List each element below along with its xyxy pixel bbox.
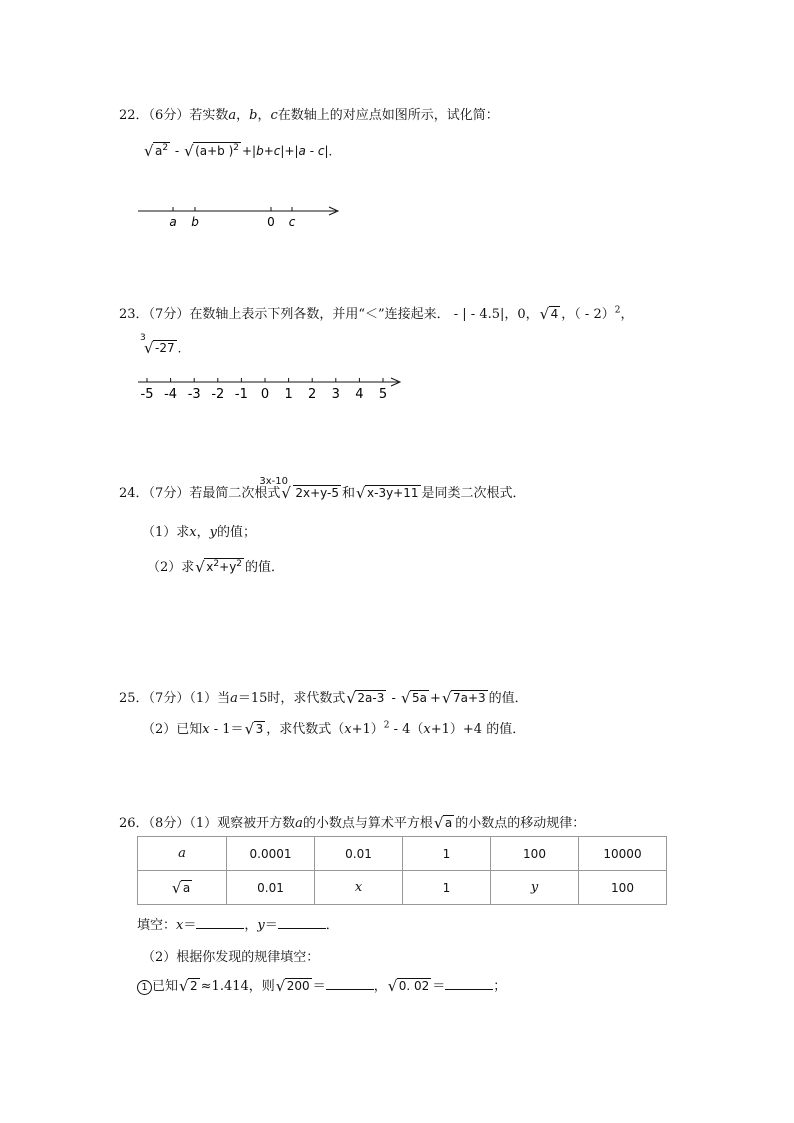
q24-part1 (142, 521, 256, 540)
sqrt-0-02: √ 0. 02 (387, 977, 430, 995)
q22-expression (143, 142, 341, 159)
part-text: - 4（ (389, 722, 424, 737)
q22-text: 若实数 (189, 108, 229, 123)
q22-sep: ， (236, 108, 250, 123)
q24-text: 是同类二次根式． (421, 486, 526, 501)
part-text: +1） (351, 722, 384, 737)
fill-text: 填空： (137, 918, 177, 933)
radicand: 4 (550, 307, 559, 321)
var-y: y (209, 525, 217, 540)
q22-sep: ， (257, 108, 271, 123)
sqrt-7a-3: √ 7a+3 (441, 689, 486, 707)
table-cell: 0.01 (315, 837, 403, 871)
period: ． (177, 341, 190, 355)
q26-part2 (142, 946, 319, 965)
part-text: ≈1.414，则 (200, 979, 275, 994)
sqrt-4: √ 4 (539, 305, 559, 323)
sqrt-2a-3: √ 2a-3 (346, 689, 385, 707)
var-x: x (189, 525, 197, 540)
axis-label-a: a (169, 215, 177, 229)
answer-blank-sqrt-200[interactable] (326, 978, 374, 990)
table-cell: 0.0001 (227, 837, 315, 871)
q23-number: 23． (119, 307, 149, 322)
q23-text: ，（ - 2） (561, 307, 615, 322)
fill-text: ＝ (183, 918, 197, 933)
part-text: （2）根据你发现的规律填空： (142, 950, 320, 965)
radicand: x (206, 560, 214, 574)
q22-number: 22． (119, 108, 149, 123)
sqrt-3: √ 3 (244, 720, 264, 738)
q25-score: （7分） (148, 691, 190, 706)
part-text: （2）已知 (142, 722, 203, 737)
part-text: ＝ (312, 979, 326, 994)
q26-text: 的小数点的移动规律： (455, 816, 586, 831)
q23-score: （7分） (148, 307, 190, 322)
answer-blank-y[interactable] (278, 917, 326, 929)
radicand: + (219, 560, 230, 574)
exponent: 2 (162, 143, 169, 153)
abs-text: +| (242, 144, 257, 158)
sqrt-2: √ 2 (179, 977, 198, 995)
q24-text: 若最简二次根式 (189, 486, 281, 501)
radicand: 0. 02 (398, 979, 430, 993)
root-2x-y-5: 3x-10 √ 2x+y-5 (259, 476, 339, 502)
radicand: 2a-3 (357, 691, 385, 705)
abs-text: |+| (280, 144, 299, 158)
exponent: 2 (213, 559, 220, 569)
tick-label: -4 (164, 387, 178, 402)
sqrt-200: √ 200 (275, 977, 310, 995)
minus-sign: - (387, 691, 401, 706)
var-y: y (257, 918, 265, 933)
tick-label: -2 (211, 387, 225, 402)
q26-text: （1）观察被开方数 (189, 816, 296, 831)
part-text: 已知 (152, 979, 179, 994)
var-x: x (423, 722, 431, 737)
var-c: c (273, 144, 281, 158)
q23-stem (119, 303, 633, 322)
q26-table (137, 836, 667, 905)
radicand: 2 (190, 979, 198, 993)
part-text: +1）+4 的值． (430, 722, 526, 737)
radicand: 200 (286, 979, 310, 993)
part-text: （1）当 (189, 691, 231, 706)
table-cell: 1 (403, 871, 491, 905)
tick-label: -1 (234, 387, 248, 402)
q26-text: 的小数点与算术平方根 (302, 816, 433, 831)
q26-sub1 (137, 975, 506, 995)
q24-number: 24． (119, 486, 149, 501)
part-text: ， (373, 979, 387, 994)
fill-text: ＝ (264, 918, 278, 933)
table-row (138, 837, 667, 871)
part-text: - 1＝ (209, 722, 244, 737)
radicand: (a+b ) (195, 144, 234, 158)
q22-number-line (130, 200, 350, 234)
q25-part1 (119, 687, 528, 706)
tick-label: 0 (260, 387, 270, 402)
radicand: a (155, 144, 163, 158)
table-row (138, 871, 667, 905)
tick-label: 5 (378, 387, 388, 402)
table-cell: 10000 (579, 837, 667, 871)
radicand: 5a (412, 691, 428, 705)
sqrt-a: √ a (171, 879, 191, 897)
table-cell: 1 (403, 837, 491, 871)
part-text: ，求代数式（ (266, 722, 345, 737)
circled-number: 1 (137, 980, 152, 995)
part-text: ＝ (432, 979, 446, 994)
fill-text: ， (244, 918, 258, 933)
table-cell: x (315, 871, 403, 905)
table-cell: 100 (579, 871, 667, 905)
part-text: （2）求 (147, 560, 195, 575)
axis-label-c: c (288, 215, 296, 229)
answer-blank-sqrt-0-02[interactable] (445, 978, 493, 990)
q26-stem (119, 812, 585, 831)
part-text: 的值． (488, 691, 528, 706)
q22-var-b: b (249, 108, 258, 123)
var-a: a (298, 144, 306, 158)
q22-var-a: a (228, 108, 237, 123)
sqrt-a: √ a (433, 814, 453, 832)
q26-number: 26． (119, 816, 149, 831)
q26-score: （8分） (148, 816, 190, 831)
q22-stem (119, 104, 499, 123)
q22-var-c: c (270, 108, 278, 123)
axis-label-0: 0 (267, 215, 275, 229)
var-c: c (317, 144, 325, 158)
q24-stem (119, 476, 526, 502)
part-text: 的值； (217, 525, 257, 540)
radicand: y (229, 560, 237, 574)
var-a: a (230, 691, 238, 706)
part-text: 的值． (245, 560, 285, 575)
tick-label: 2 (308, 387, 317, 402)
table-cell: 100 (491, 837, 579, 871)
tick-label: -5 (140, 387, 154, 402)
root-index: 3x-10 (259, 476, 288, 487)
q24-part2 (147, 556, 284, 575)
q26-fill-line (137, 914, 339, 933)
minus-sign: - (171, 144, 184, 158)
exponent: 2 (233, 143, 239, 153)
sqrt-x-3y-11: √ x-3y+11 (356, 484, 419, 502)
part-text: ， (196, 525, 210, 540)
tick-label: -3 (187, 387, 201, 402)
cube-root-neg27: 3 √ -27 (140, 333, 175, 357)
sqrt-5a: √ 5a (401, 689, 428, 707)
part-text: ； (493, 979, 507, 994)
radicand: 3 (255, 722, 264, 736)
radicand: 2x+y-5 (295, 486, 339, 500)
radicand: a (182, 881, 191, 895)
exponent: 2 (614, 305, 621, 316)
var-a: a (295, 816, 303, 831)
table-cell: 0.01 (227, 871, 315, 905)
table-header-sqrt-a (138, 871, 227, 905)
sqrt-a-squared: √ $a^2$ (144, 142, 169, 160)
radicand: a (444, 816, 453, 830)
abs-text: + (263, 144, 274, 158)
table-cell: y (491, 871, 579, 905)
q25-number: 25． (119, 691, 149, 706)
q23-text: 在数轴上表示下列各数，并用“＜”连接起来． - | - 4.5|，0， (189, 307, 539, 322)
exponent: 2 (236, 559, 243, 569)
fill-text: ． (325, 918, 339, 933)
q23-cbrt-line (140, 333, 190, 357)
answer-blank-x[interactable] (196, 917, 244, 929)
q22-text: 在数轴上的对应点如图所示，试化简： (277, 108, 499, 123)
radicand: -27 (155, 341, 175, 355)
var-x: x (176, 918, 184, 933)
sqrt-x2-y2: √ $x^2+y^2$ (195, 558, 243, 576)
q24-text: 和 (342, 486, 356, 501)
var-b: b (256, 144, 264, 158)
radicand: 7a+3 (452, 691, 486, 705)
axis-label-b: b (191, 215, 199, 229)
q23-text: ， (620, 307, 634, 322)
radicand: x-3y+11 (367, 486, 419, 500)
plus-sign: + (430, 691, 441, 706)
tick-label: 4 (355, 387, 364, 402)
var-x: x (344, 722, 352, 737)
abs-text: |． (324, 144, 341, 158)
q24-score: （7分） (148, 486, 190, 501)
tick-label: 3 (331, 387, 340, 402)
tick-label: 1 (284, 387, 293, 402)
q25-part2 (142, 718, 525, 737)
root-index: 3 (140, 333, 146, 343)
part-text: （1）求 (142, 525, 190, 540)
table-header-a: a (138, 837, 227, 871)
part-text: ＝15时，求代数式 (237, 691, 346, 706)
abs-text: - (305, 144, 318, 158)
sqrt-a-plus-b-squared: √ (a+b )$^2$ (184, 142, 239, 160)
q22-score: （6分） (148, 108, 190, 123)
q23-number-line (130, 372, 410, 402)
var-x: x (202, 722, 210, 737)
exponent: 2 (383, 720, 390, 731)
